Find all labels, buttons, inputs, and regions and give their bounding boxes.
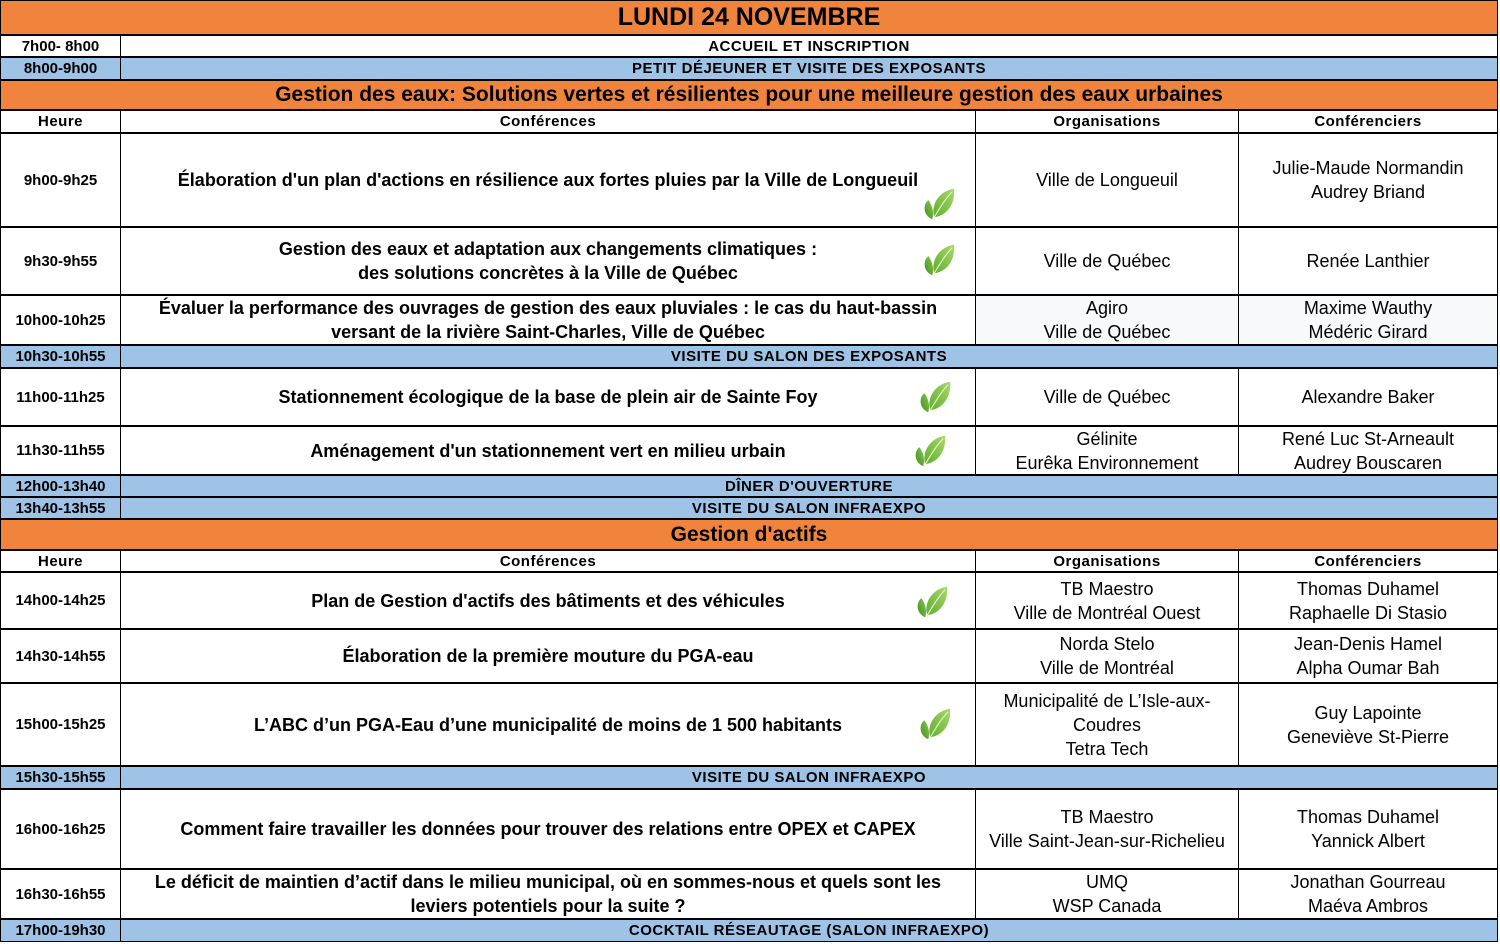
session-row <box>0 629 1498 683</box>
time-label: 7h00- 8h00 <box>21 37 100 55</box>
conference-title: Gestion des eaux et adaptation aux changements climatiques : <box>278 239 818 259</box>
session-row <box>0 789 1498 869</box>
conference-title: Élaboration de la première mouture du PGA-eau <box>342 646 754 666</box>
time-cell <box>0 35 120 57</box>
event-cell <box>120 475 1498 497</box>
speaker-cell <box>1238 133 1498 227</box>
speaker-name: Maxime Wauthy <box>1303 298 1433 318</box>
event-label: PETIT DÉJEUNER ET VISITE DES EXPOSANTS <box>631 60 987 77</box>
section-banner-gestion-actifs <box>0 519 1498 550</box>
header-label: Conférences <box>499 113 597 130</box>
event-cell <box>120 766 1498 789</box>
organisation-name: Eurêka Environnement <box>1015 452 1199 473</box>
session-row <box>0 295 1498 345</box>
time-cell <box>0 57 120 80</box>
conference-cell <box>120 227 975 295</box>
speaker-cell <box>1238 629 1498 683</box>
speaker-name: Geneviève St-Pierre <box>1286 726 1450 747</box>
time-cell <box>0 629 120 683</box>
time-label: 11h30-11h55 <box>16 442 105 459</box>
time-cell <box>0 497 120 519</box>
conference-title: des solutions concrètes à la Ville de Québec <box>358 263 738 283</box>
organisation-name: Ville de Québec <box>1043 387 1171 407</box>
green-leaf-icon <box>915 704 953 744</box>
organisation-cell <box>975 368 1238 426</box>
green-leaf-icon <box>912 582 950 622</box>
header-heure <box>0 550 120 572</box>
conference-title: Comment faire travailler les données pour trouver des relations entre OPEX et CAPEX <box>180 819 916 839</box>
speaker-name: Jean-Denis Hamel <box>1293 634 1443 654</box>
conference-cell <box>120 869 975 919</box>
time-label: 16h00-16h25 <box>15 820 106 838</box>
speaker-name: Yannick Albert <box>1311 831 1425 851</box>
event-cell <box>120 35 1498 57</box>
time-cell <box>0 683 120 766</box>
header-conferenciers <box>1238 550 1498 572</box>
time-cell <box>0 133 120 227</box>
conference-cell <box>120 683 975 766</box>
organisation-cell <box>975 295 1238 345</box>
time-label: 9h00-9h25 <box>23 171 98 189</box>
conference-title: Évaluer la performance des ouvrages de gestion des eaux pluviales : le cas du haut-bassin <box>158 298 938 318</box>
speaker-name: Audrey Bouscaren <box>1293 452 1443 473</box>
speaker-cell <box>1238 869 1498 919</box>
conference-cell <box>120 295 975 345</box>
event-label: DÎNER D'OUVERTURE <box>725 477 893 495</box>
organisation-cell <box>975 869 1238 919</box>
section-title: Gestion d'actifs <box>670 522 828 546</box>
organisation-name: Ville de Longueuil <box>1036 170 1178 190</box>
organisation-name: UMQ <box>1085 872 1128 892</box>
session-row <box>0 683 1498 766</box>
conference-cell <box>120 133 975 227</box>
session-row <box>0 426 1498 475</box>
header-label: Conférenciers <box>1314 113 1422 130</box>
speaker-name: Médéric Girard <box>1308 322 1428 342</box>
speaker-name: Renée Lanthier <box>1306 251 1430 271</box>
time-label: 8h00-9h00 <box>23 60 98 77</box>
time-cell <box>0 345 120 368</box>
break-row <box>0 766 1498 789</box>
organisation-name: Ville de Montréal Ouest <box>1013 602 1201 623</box>
section-banner-gestion-eaux <box>0 80 1498 110</box>
header-organisations <box>975 550 1238 572</box>
green-leaf-icon <box>919 240 957 280</box>
time-label: 12h00-13h40 <box>15 477 106 495</box>
header-conferences <box>120 550 975 572</box>
organisation-cell <box>975 426 1238 475</box>
header-label: Organisations <box>1053 113 1161 130</box>
speaker-name: Jonathan Gourreau <box>1290 872 1446 892</box>
conference-title: L’ABC d’un PGA-Eau d’une municipalité de moins de 1 500 habitants <box>253 714 843 735</box>
conference-title: Le déficit de maintien d’actif dans le milieu municipal, où en sommes-nous et quels sont les <box>154 872 942 892</box>
speaker-name: René Luc St-Arneault <box>1281 428 1455 449</box>
speaker-name: Alpha Oumar Bah <box>1296 658 1440 678</box>
time-cell <box>0 426 120 475</box>
time-cell <box>0 227 120 295</box>
organisation-name: WSP Canada <box>1052 896 1162 916</box>
organisation-name: TB Maestro <box>1060 578 1154 599</box>
speaker-name: Raphaelle Di Stasio <box>1288 602 1448 623</box>
event-cell <box>120 345 1498 368</box>
conference-title: Stationnement écologique de la base de plein air de Sainte Foy <box>278 387 818 407</box>
green-leaf-icon <box>915 377 953 417</box>
conference-cell <box>120 368 975 426</box>
header-heure <box>0 110 120 133</box>
speaker-cell <box>1238 227 1498 295</box>
speaker-name: Thomas Duhamel <box>1296 578 1440 599</box>
organisation-name: Norda Stelo <box>1059 634 1155 654</box>
green-leaf-icon <box>910 431 948 471</box>
conference-title: Élaboration d'un plan d'actions en résilience aux fortes pluies par la Ville de Longueuil <box>177 170 919 190</box>
speaker-name: Alexandre Baker <box>1301 387 1435 407</box>
speaker-name: Thomas Duhamel <box>1296 807 1440 827</box>
header-label: Organisations <box>1053 552 1161 570</box>
organisation-name: Ville Saint-Jean-sur-Richelieu <box>989 831 1225 851</box>
speaker-cell <box>1238 426 1498 475</box>
time-label: 15h30-15h55 <box>15 769 106 786</box>
column-header-row <box>0 110 1498 133</box>
header-organisations <box>975 110 1238 133</box>
time-cell <box>0 919 120 942</box>
conference-title: versant de la rivière Saint-Charles, Ville de Québec <box>331 322 765 342</box>
time-cell <box>0 475 120 497</box>
break-row <box>0 345 1498 368</box>
time-label: 9h30-9h55 <box>23 252 98 270</box>
organisation-name: TB Maestro <box>1060 807 1154 827</box>
speaker-name: Maéva Ambros <box>1307 896 1429 916</box>
session-row <box>0 227 1498 295</box>
event-cell <box>120 57 1498 80</box>
conference-title: leviers potentiels pour la suite ? <box>410 896 686 916</box>
section-title: Gestion des eaux: Solutions vertes et résilientes pour une meilleure gestion des eaux urbaines <box>275 83 1223 106</box>
time-cell <box>0 295 120 345</box>
time-label: 15h00-15h25 <box>15 716 106 733</box>
time-label: 10h30-10h55 <box>15 348 106 365</box>
event-label: VISITE DU SALON INFRAEXPO <box>691 769 927 786</box>
time-cell <box>0 789 120 869</box>
organisation-cell <box>975 572 1238 629</box>
speaker-cell <box>1238 572 1498 629</box>
organisation-cell <box>975 629 1238 683</box>
organisation-cell <box>975 227 1238 295</box>
time-label: 14h00-14h25 <box>15 592 106 609</box>
organisation-name: Ville de Montréal <box>1040 658 1174 678</box>
organisation-name: Ville de Québec <box>1043 251 1171 271</box>
time-label: 17h00-19h30 <box>15 922 106 939</box>
header-label: Heure <box>37 552 84 570</box>
header-label: Conférences <box>499 552 597 570</box>
event-label: VISITE DU SALON DES EXPOSANTS <box>670 348 948 365</box>
organisation-name: Tetra Tech <box>1065 738 1149 759</box>
organisation-cell <box>975 133 1238 227</box>
time-cell <box>0 869 120 919</box>
time-label: 13h40-13h55 <box>15 499 106 517</box>
conference-cell <box>120 426 975 475</box>
session-row <box>0 133 1498 227</box>
event-label: VISITE DU SALON INFRAEXPO <box>691 499 927 517</box>
closing-row <box>0 919 1498 942</box>
conference-title: Plan de Gestion d'actifs des bâtiments et des véhicules <box>311 590 785 611</box>
time-label: 10h00-10h25 <box>15 311 106 329</box>
time-cell <box>0 368 120 426</box>
event-cell <box>120 919 1498 942</box>
speaker-cell <box>1238 295 1498 345</box>
header-conferences <box>120 110 975 133</box>
organisation-cell <box>975 683 1238 766</box>
speaker-name: Audrey Briand <box>1310 182 1426 202</box>
time-label: 16h30-16h55 <box>15 885 106 903</box>
event-label: COCKTAIL RÉSEAUTAGE (SALON INFRAEXPO) <box>628 922 990 939</box>
header-conferenciers <box>1238 110 1498 133</box>
column-header-row <box>0 550 1498 572</box>
session-row <box>0 869 1498 919</box>
speaker-cell <box>1238 789 1498 869</box>
organisation-name: Agiro <box>1085 298 1128 318</box>
time-cell <box>0 766 120 789</box>
pre-row-accueil <box>0 35 1498 57</box>
speaker-name: Guy Lapointe <box>1314 702 1422 723</box>
time-cell <box>0 572 120 629</box>
time-label: 14h30-14h55 <box>15 647 106 665</box>
conference-cell <box>120 572 975 629</box>
speaker-name: Julie-Maude Normandin <box>1272 158 1464 178</box>
green-leaf-icon <box>919 184 957 224</box>
header-label: Heure <box>37 113 84 130</box>
header-label: Conférenciers <box>1314 552 1422 570</box>
speaker-cell <box>1238 368 1498 426</box>
session-row <box>0 368 1498 426</box>
organisation-name: Municipalité de L’Isle-aux- <box>1003 690 1211 711</box>
conference-cell <box>120 789 975 869</box>
conference-title: Aménagement d'un stationnement vert en milieu urbain <box>310 440 786 461</box>
break-row <box>0 497 1498 519</box>
event-cell <box>120 497 1498 519</box>
speaker-cell <box>1238 683 1498 766</box>
day-title <box>0 0 1498 35</box>
pre-row-petit-dejeuner <box>0 57 1498 80</box>
day-title-text: LUNDI 24 NOVEMBRE <box>617 3 881 31</box>
time-label: 11h00-11h25 <box>16 388 105 406</box>
organisation-name: Ville de Québec <box>1043 322 1171 342</box>
organisation-cell <box>975 789 1238 869</box>
organisation-name: Gélinite <box>1076 428 1138 449</box>
organisation-name: Coudres <box>1072 714 1142 735</box>
event-label: ACCUEIL ET INSCRIPTION <box>708 37 910 55</box>
conference-cell <box>120 629 975 683</box>
break-row <box>0 475 1498 497</box>
session-row <box>0 572 1498 629</box>
